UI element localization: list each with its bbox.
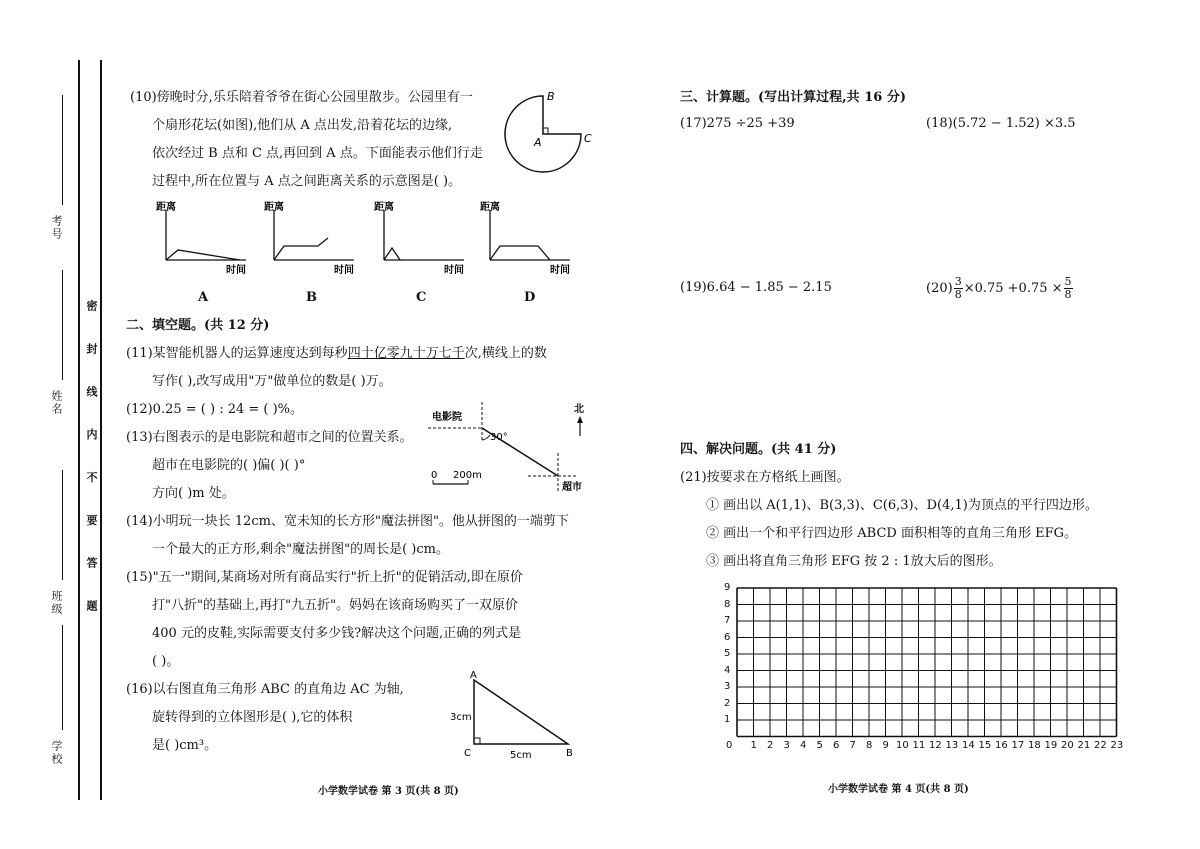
q20-f2-denominator: 8 <box>1064 287 1072 301</box>
q16-line-3: 是( )cm³。 <box>152 738 218 753</box>
grid-x-label: 10 <box>896 739 909 751</box>
grid-y-label: 3 <box>724 681 731 692</box>
grid-x-label: 3 <box>783 739 790 751</box>
triangle-figure <box>446 668 586 764</box>
binding-blank-school <box>62 625 63 730</box>
q21-item-2: ② 画出一个和平行四边形 ABCD 面积相等的直角三角形 EFG。 <box>706 526 1077 541</box>
q18: (18)(5.72 − 1.52) ×3.5 <box>926 116 1076 131</box>
binding-blank-class <box>62 470 63 580</box>
option-label-b: B <box>306 290 317 305</box>
grid-x-label: 4 <box>800 739 807 751</box>
grid-y-label: 7 <box>724 615 731 626</box>
grid-x-label: 16 <box>995 739 1008 751</box>
grid-x-label: 17 <box>1011 739 1025 751</box>
grid-y-label: 9 <box>724 582 731 593</box>
grid-x-label: 1 <box>750 739 757 751</box>
q20-fraction-2 <box>1064 276 1073 301</box>
binding-blank-name <box>62 270 63 380</box>
q11-line-1 <box>126 344 547 364</box>
option-graph-c <box>368 198 478 278</box>
graph-b-ylabel: 距离 <box>264 202 284 213</box>
q11-pre: (11)某智能机器人的运算速度达到每秒 <box>126 346 348 361</box>
graph-a-ylabel: 距离 <box>156 202 176 213</box>
q15-line-1: (15)"五一"期间,某商场对所有商品实行"折上折"的促销活动,即在原价 <box>126 570 523 585</box>
section-4-title: 四、解决问题。(共 41 分) <box>680 442 837 457</box>
grid-y-label: 8 <box>724 598 731 610</box>
q21-item-3: ③ 画出将直角三角形 EFG 按 2 : 1放大后的图形。 <box>706 554 1002 569</box>
q11-line-2: 写作( ),改写成用"万"做单位的数是( )万。 <box>152 374 392 389</box>
grid-y-label: 2 <box>724 697 731 709</box>
q14-line-2: 一个最大的正方形,剩余"魔法拼图"的周长是( )cm。 <box>152 542 449 557</box>
scale-label-200m: 200m <box>453 470 482 481</box>
option-label-d: D <box>524 290 536 305</box>
q11-post: 次,横线上的数 <box>464 346 547 361</box>
option-label-a: A <box>198 290 209 305</box>
q20-fraction-1 <box>954 276 963 301</box>
sector-label-c: C <box>584 132 592 145</box>
grid-x-label: 7 <box>849 739 856 751</box>
grid-x-label: 14 <box>962 739 975 751</box>
triangle-label-b: B <box>566 748 573 759</box>
grid-x-label: 20 <box>1061 739 1074 751</box>
sector-figure <box>498 88 598 178</box>
sector-label-a: A <box>534 136 542 149</box>
section-2-title: 二、填空题。(共 12 分) <box>126 318 270 333</box>
grid-x-label: 22 <box>1094 739 1107 751</box>
binding-line-inner <box>100 60 102 800</box>
q17: (17)275 ÷25 +39 <box>680 116 795 131</box>
triangle-label-cb: 5cm <box>510 750 532 761</box>
triangle-label-c: C <box>464 748 471 759</box>
q19: (19)6.64 − 1.85 − 2.15 <box>680 280 832 295</box>
sector-label-b: B <box>547 90 555 103</box>
option-graph-a <box>150 198 260 278</box>
grid-x-label: 8 <box>866 739 873 751</box>
binding-label-exam-number: 考号 <box>50 215 63 241</box>
graph-b-xlabel: 时间 <box>334 265 354 276</box>
q10-line-2: 个扇形花坛(如图),他们从 A 点出发,沿着花坛的边缘, <box>152 118 453 133</box>
grid-x-label: 5 <box>816 739 823 751</box>
left-footer: 小学数学试卷 第 3 页(共 8 页) <box>318 786 459 797</box>
grid-x-label: 18 <box>1028 739 1041 751</box>
grid-x-label: 21 <box>1077 739 1091 751</box>
position-label-cinema: 电影院 <box>432 412 462 423</box>
q20-f2-numerator: 5 <box>1064 274 1072 288</box>
grid-y-label: 1 <box>724 714 731 725</box>
binding-blank-exam-number <box>62 95 63 205</box>
grid-x-label: 12 <box>929 739 942 751</box>
option-label-c: C <box>416 290 427 305</box>
graph-d-ylabel: 距离 <box>480 202 500 213</box>
q13-line-3: 方向( )m 处。 <box>152 486 235 501</box>
q21-title: (21)按要求在方格纸上画图。 <box>680 470 850 485</box>
section-3-title: 三、计算题。(写出计算过程,共 16 分) <box>680 90 906 105</box>
q14-line-1: (14)小明玩一块长 12cm、宽未知的长方形"魔法拼图"。他从拼图的一端剪下 <box>126 514 569 529</box>
grid-x-label: 23 <box>1110 739 1124 751</box>
option-graph-d <box>474 198 584 278</box>
grid-x-label: 0 <box>726 739 733 751</box>
q16-line-2: 旋转得到的立体图形是( ),它的体积 <box>152 710 353 725</box>
graph-c-xlabel: 时间 <box>444 265 464 276</box>
q21-item-1: ① 画出以 A(1,1)、B(3,3)、C(6,3)、D(4,1)为顶点的平行四边形。 <box>706 498 1098 513</box>
q13-line-1: (13)右图表示的是电影院和超市之间的位置关系。 <box>126 430 413 445</box>
grid-x-label: 13 <box>945 739 959 751</box>
graph-a-xlabel: 时间 <box>226 265 246 276</box>
q20 <box>926 272 1074 304</box>
q20-f1-denominator: 8 <box>954 287 962 301</box>
q20-f1-numerator: 3 <box>954 274 962 288</box>
q16-line-1: (16)以右图直角三角形 ABC 的直角边 AC 为轴, <box>126 682 404 697</box>
triangle-label-ac: 3cm <box>450 712 472 723</box>
q10-line-1: (10)傍晚时分,乐乐陪着爷爷在街心公园里散步。公园里有一 <box>130 90 473 105</box>
binding-label-school: 学校 <box>50 740 63 766</box>
position-label-north: 北 <box>574 404 584 415</box>
q15-line-2: 打"八折"的基础上,再打"九五折"。妈妈在该商场购买了一双原价 <box>152 598 519 613</box>
binding-label-class: 班级 <box>50 590 63 616</box>
scale-label-0: 0 <box>431 470 438 481</box>
grid-x-label: 9 <box>882 739 889 751</box>
q15-line-4: ( )。 <box>152 654 180 669</box>
q11-underlined: 四十亿零九十万七千 <box>347 346 465 361</box>
grid-y-label: 5 <box>724 648 731 659</box>
grid-y-label: 6 <box>724 631 731 643</box>
q20-prefix: (20) <box>926 280 953 296</box>
position-label-market: 超市 <box>562 482 582 493</box>
grid-x-label: 15 <box>978 739 992 751</box>
grid-paper[interactable] <box>736 587 1118 738</box>
q10-line-3: 依次经过 B 点和 C 点,再回到 A 点。下面能表示他们行走 <box>152 146 483 161</box>
option-graph-b <box>258 198 368 278</box>
seal-text: 密 封 线 内 不 要 答 题 <box>85 300 98 625</box>
grid-y-label: 4 <box>724 664 731 676</box>
q13-line-2: 超市在电影院的( )偏( )( )° <box>152 458 306 473</box>
binding-label-name: 姓名 <box>50 390 63 416</box>
q15-line-3: 400 元的皮鞋,实际需要支付多少钱?解决这个问题,正确的列式是 <box>152 626 522 641</box>
grid-x-label: 2 <box>767 739 774 751</box>
grid-x-label: 11 <box>912 739 926 751</box>
triangle-label-a: A <box>470 670 477 681</box>
right-footer: 小学数学试卷 第 4 页(共 8 页) <box>828 784 969 795</box>
grid-x-label: 19 <box>1044 739 1058 751</box>
q10-line-4: 过程中,所在位置与 A 点之间距离关系的示意图是( )。 <box>152 174 462 189</box>
position-figure <box>428 398 598 498</box>
q12: (12)0.25 = ( ) : 24 = ( )%。 <box>126 402 304 417</box>
graph-c-ylabel: 距离 <box>374 202 394 213</box>
grid-x-label: 6 <box>833 739 840 751</box>
binding-line-outer <box>78 60 80 800</box>
graph-d-xlabel: 时间 <box>550 265 570 276</box>
q20-middle: ×0.75 +0.75 × <box>963 280 1063 296</box>
position-label-angle: 30° <box>490 432 508 443</box>
